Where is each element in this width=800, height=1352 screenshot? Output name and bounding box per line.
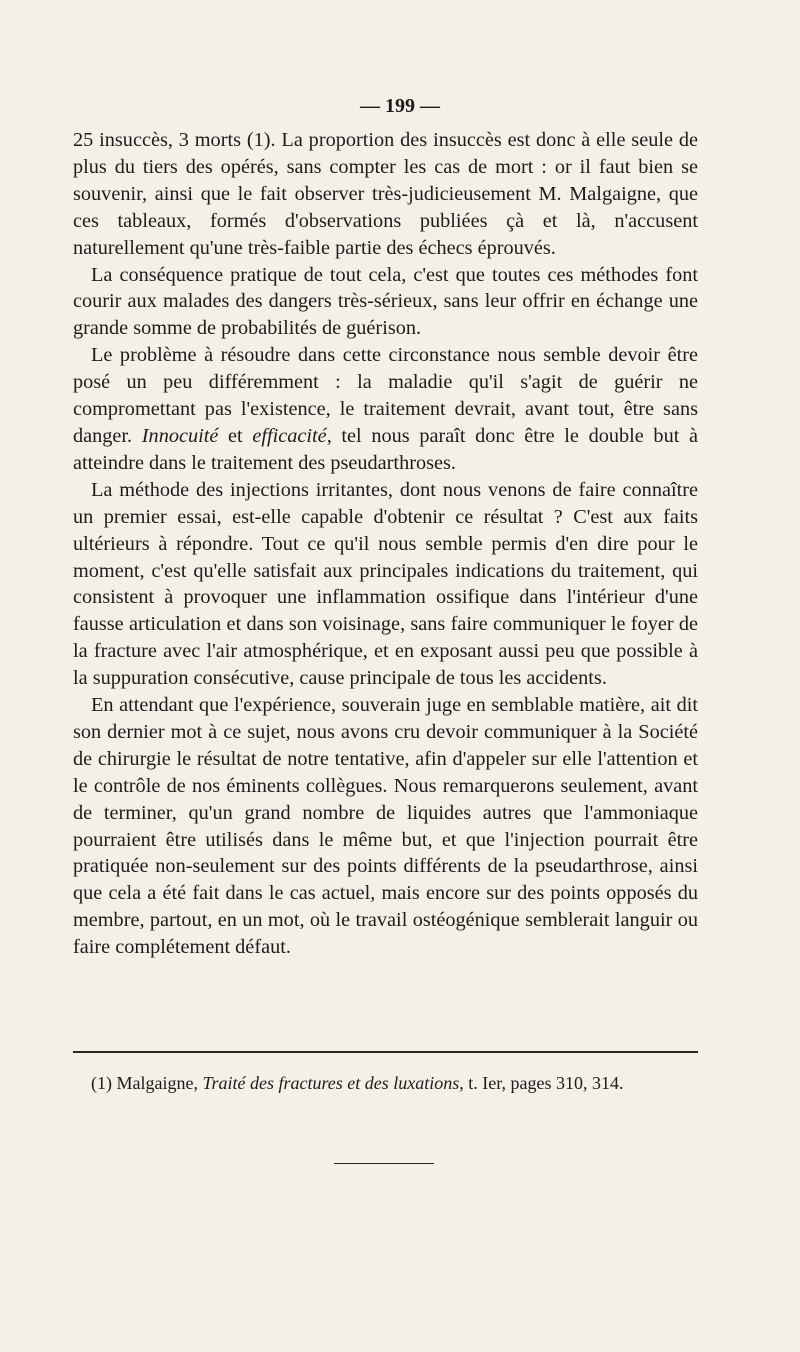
paragraph-1: 25 insuccès, 3 morts (1). La proportion des insuccès est donc à elle seule de plus du tiers des opérés, sans compter les cas de mort : or il faut bien se souvenir, ainsi que le fait observer très-judicieusement M. Malgaigne, que ces tableaux, formés d'observations publiées çà et là, n'accusent naturellement qu'une très-faible partie des échecs éprouvés.: [73, 129, 698, 259]
page-number: — 199 —: [360, 95, 440, 117]
end-rule: [334, 1163, 434, 1164]
paragraph-4: La méthode des injections irritantes, dont nous venons de faire connaître un premier essai, est-elle capable d'obtenir ce résultat ? C'est aux faits ultérieurs à répondre. Tout ce qu'il nous semble permis d'en dire pour le moment, c'est qu'elle satisfait aux principales indications du traitement, qui consistent à provoquer une inflammation ossifique dans l'intérieur d'une fausse articulation et dans son voisinage, sans faire communiquer le foyer de la fracture avec l'air atmosphérique, et en exposant aussi peu que possible à la suppuration consécutive, cause principale de tous les accidents.: [73, 478, 698, 690]
emphasis-efficacite: efficacité: [252, 424, 327, 447]
paragraph-2: La conséquence pratique de tout cela, c'est que toutes ces méthodes font courir aux malades des dangers très-sérieux, sans leur offrir en échange une grande somme de probabilités de guérison.: [73, 263, 698, 340]
paragraph-3-text-mid: et: [218, 424, 253, 447]
paragraph-5: En attendant que l'expérience, souverain juge en semblable matière, ait dit son dernier mot à ce sujet, nous avons cru devoir communiquer à la Société de chirurgie le résultat de notre tentative, afin d'appeler sur elle l'attention et le contrôle de nos éminents collègues. Nous remarquerons seulement, avant de terminer, qu'un grand nombre de liquides autres que l'ammoniaque pourraient être utilisés dans le même but, et que l'injection pourrait être pratiquée non-seulement sur des points différents de la pseudarthrose, ainsi que cela a été fait dans le cas actuel, mais encore sur des points opposés du membre, partout, en un mot, où le travail ostéogénique semblerait languir ou faire complétement défaut.: [73, 694, 698, 959]
footnote: [73, 1072, 698, 1095]
paragraph-3-text-before: Le problème à résoudre dans cette circonstance nous semble devoir être posé un peu différemment : la maladie qu'il s'agit de guérir ne compromettant pas l'existence, le traitement devrait, avant tout, être sans danger.: [73, 344, 698, 447]
body-text: [73, 127, 698, 961]
paragraph-3-text-after: , tel nous paraît donc être le double but à atteindre dans le traitement des pseudarthroses.: [73, 424, 699, 474]
paragraph-3: [73, 342, 698, 477]
footnote-book-title: Traité des fractures et des luxations: [202, 1073, 460, 1093]
footnote-text-after: , t. Ier, pages 310, 314.: [459, 1073, 624, 1093]
footnote-text-before: (1) Malgaigne,: [91, 1073, 203, 1093]
emphasis-innocuite: Innocuité: [141, 424, 219, 447]
footnote-separator: [73, 1051, 698, 1053]
